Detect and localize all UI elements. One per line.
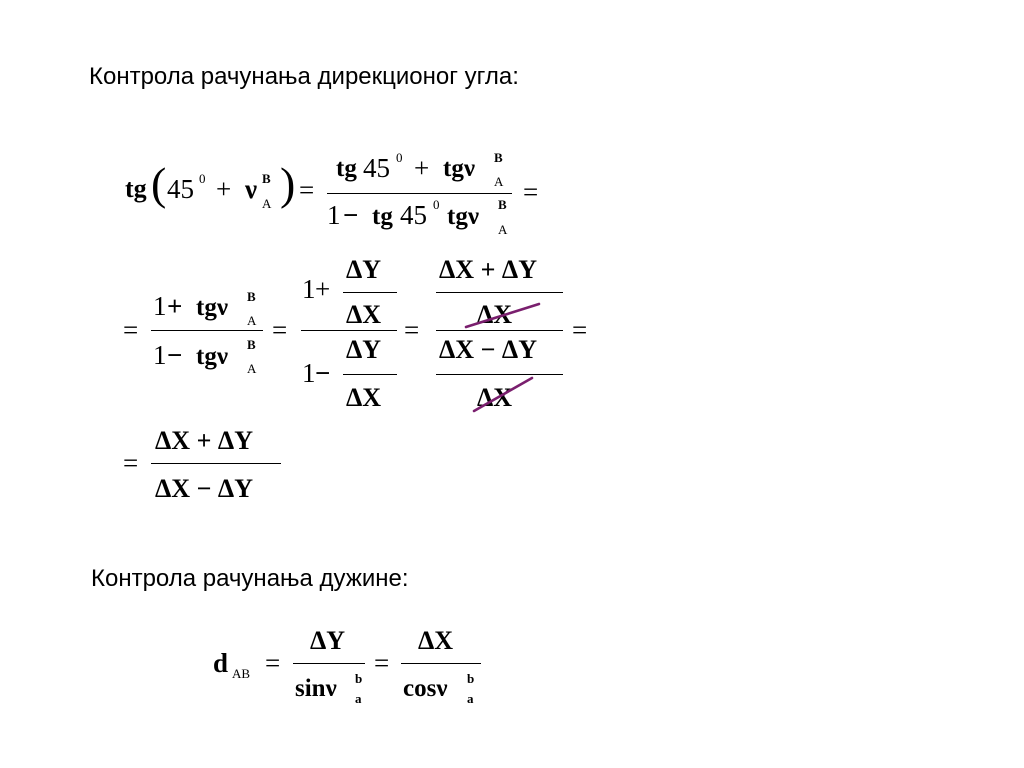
delta-y: ΔY	[346, 335, 382, 364]
sin-nu: sinν	[295, 675, 337, 702]
delta-x-plus-delta-y: ΔX + ΔY	[439, 255, 537, 284]
one: 1	[153, 340, 167, 370]
equals-sign: =	[272, 315, 288, 345]
delta-x-minus-delta-y: ΔX − ΔY	[439, 335, 537, 364]
degree-mark: 0	[433, 197, 440, 212]
minus-sign: −	[167, 340, 183, 370]
nu-symbol: ν	[245, 174, 258, 204]
tg-function: tg	[336, 155, 357, 182]
plus-sign: +	[414, 153, 430, 183]
fraction-bar	[401, 663, 481, 664]
one: 1	[153, 291, 167, 321]
sup-B: B	[498, 197, 507, 212]
forty-five: 45	[400, 200, 427, 230]
sub-A: A	[494, 174, 504, 189]
tg-nu: tgν	[196, 294, 228, 321]
sub-A: A	[262, 196, 272, 211]
fraction-bar	[151, 463, 281, 464]
plus-sign: +	[216, 174, 232, 204]
cancel-stroke	[474, 378, 532, 411]
delta-x: ΔX	[477, 300, 513, 329]
one: 1	[302, 358, 316, 388]
equals-sign: =	[265, 648, 281, 678]
delta-y: ΔY	[310, 626, 346, 655]
tg-nu: tgν	[447, 203, 479, 230]
tg-function: tg	[372, 203, 393, 230]
forty-five: 45	[167, 174, 194, 204]
delta-x: ΔX	[418, 626, 454, 655]
left-paren: (	[151, 158, 167, 209]
one: 1	[327, 200, 341, 230]
sup-B: B	[262, 171, 271, 186]
tg-nu: tgν	[443, 155, 475, 182]
cancel-stroke	[466, 300, 539, 329]
heading-direction-angle-check: Контрола рачунања дирекционог угла:	[89, 63, 519, 90]
sub-A: A	[247, 361, 257, 376]
d-symbol: d	[213, 648, 229, 678]
plus-sign: +	[167, 291, 183, 321]
forty-five: 45	[363, 153, 390, 183]
delta-y: ΔY	[346, 255, 382, 284]
delta-x-plus-delta-y: ΔX + ΔY	[155, 426, 253, 455]
sub-a: a	[467, 691, 474, 706]
degree-mark: 0	[199, 171, 206, 186]
sup-b: b	[355, 671, 363, 686]
sub-a: a	[355, 691, 362, 706]
delta-x-minus-delta-y: ΔX − ΔY	[155, 474, 253, 503]
delta-x: ΔX	[346, 300, 382, 329]
sub-A: A	[498, 222, 508, 237]
delta-x: ΔX	[477, 383, 513, 412]
sup-b: b	[467, 671, 475, 686]
equals-sign: =	[523, 177, 539, 207]
equals-sign: =	[123, 315, 139, 345]
fraction-bar	[293, 663, 365, 664]
sup-B: B	[247, 337, 256, 352]
equals-sign: =	[299, 175, 315, 205]
equals-sign: =	[374, 648, 390, 678]
equals-sign: =	[404, 315, 420, 345]
minus-sign: −	[315, 358, 331, 388]
tg-nu: tgν	[196, 343, 228, 370]
one: 1	[302, 274, 316, 304]
equals-sign: =	[572, 315, 588, 345]
tg-function: tg	[125, 174, 147, 203]
sup-B: B	[494, 150, 503, 165]
delta-x: ΔX	[346, 383, 382, 412]
right-paren: )	[280, 158, 296, 209]
sub-A: A	[247, 313, 257, 328]
heading-length-check: Контрола рачунања дужине:	[91, 565, 409, 592]
cos-nu: cosν	[403, 675, 448, 702]
equals-sign: =	[123, 448, 139, 478]
sup-B: B	[247, 289, 256, 304]
degree-mark: 0	[396, 150, 403, 165]
plus-sign: +	[315, 274, 331, 304]
minus-sign: −	[343, 200, 359, 230]
sub-AB: AB	[232, 666, 251, 681]
